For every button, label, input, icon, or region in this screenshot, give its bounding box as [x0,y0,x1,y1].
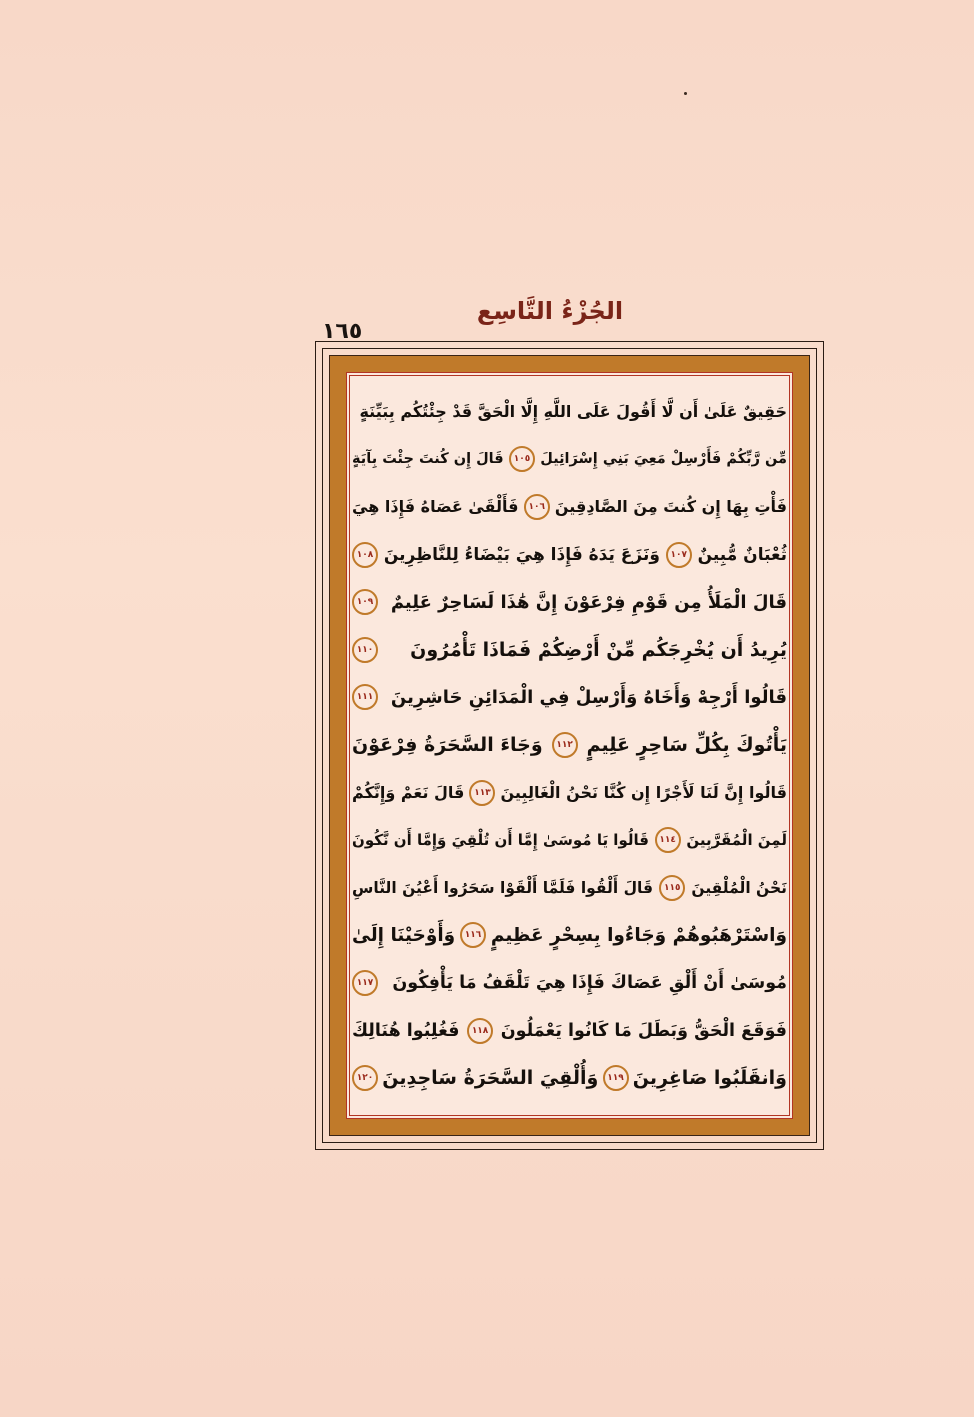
verse-line [352,1007,787,1055]
verse-text: قَالَ الْمَلَأُ مِن قَوْمِ فِرْعَوْنَ إِنَّ هَٰذَا لَسَاحِرٌ عَلِيمٌ [390,591,787,613]
verse-line [352,864,787,912]
ayah-marker-icon: ١٠٥ [509,446,535,472]
verse-text: وَاسْتَرْهَبُوهُمْ وَجَاءُوا بِسِحْرٍ عَظِيمٍ [490,924,787,946]
page-number: ١٦٥ [322,319,363,344]
verse-line [352,531,787,579]
verse-line [352,578,787,626]
verse-text: مِّن رَّبِّكُمْ فَأَرْسِلْ مَعِيَ بَنِي إِسْرَائِيلَ [540,451,787,468]
verse-line [352,436,787,484]
ayah-marker-icon: ١١٢ [552,732,578,758]
verse-text: وَأُلْقِيَ السَّحَرَةُ سَاجِدِينَ [382,1067,599,1090]
juz-title: الجُزْءُ التَّاسِع [476,297,624,325]
verse-text: قَالَ نَعَمْ وَإِنَّكُمْ [352,783,465,803]
verse-text: وَجَاءَ السَّحَرَةُ فِرْعَوْنَ [352,733,543,756]
ayah-marker-icon: ١١٠ [352,637,378,663]
ayah-marker-icon: ١٢٠ [352,1065,378,1091]
verse-text: قَالُوا أَرْجِهْ وَأَخَاهُ وَأَرْسِلْ فِي الْمَدَائِنِ حَاشِرِينَ [390,686,787,708]
verse-text: لَمِنَ الْمُقَرَّبِينَ [686,831,787,850]
ayah-marker-icon: ١١٤ [655,827,681,853]
verse-line [352,959,787,1007]
verse-line [352,388,787,436]
ayah-marker-icon: ١١٣ [469,780,495,806]
verse-text: فَأْتِ بِهَا إِن كُنتَ مِنَ الصَّادِقِينَ [554,497,787,517]
verse-line [352,912,787,960]
verse-line [352,674,787,722]
verse-line [352,1054,787,1102]
verse-text: مُوسَىٰ أَنْ أَلْقِ عَصَاكَ فَإِذَا هِيَ تَلْقَفُ مَا يَأْفِكُونَ [392,972,787,993]
verse-text: يَأْتُوكَ بِكُلِّ سَاحِرٍ عَلِيمٍ [586,733,787,756]
verse-text: يُرِيدُ أَن يُخْرِجَكُم مِّنْ أَرْضِكُمْ فَمَاذَا تَأْمُرُونَ [410,638,787,661]
verse-line [352,483,787,531]
verse-text: قَالُوا يَا مُوسَىٰ إِمَّا أَن تُلْقِيَ وَإِمَّا أَن نَّكُونَ [352,831,649,850]
verse-text: وَنَزَعَ يَدَهُ فَإِذَا هِيَ بَيْضَاءُ لِلنَّاظِرِينَ [383,544,660,565]
ayah-marker-icon: ١١٧ [352,970,378,996]
ayah-marker-icon: ١١١ [352,684,378,710]
paper-speck [684,92,687,95]
verse-text: فَوَقَعَ الْحَقُّ وَبَطَلَ مَا كَانُوا يَعْمَلُونَ [500,1020,787,1041]
ayah-marker-icon: ١١٥ [659,875,685,901]
ayah-marker-icon: ١٠٩ [352,589,378,615]
ayah-marker-icon: ١١٦ [460,922,486,948]
ayah-marker-icon: ١١٨ [467,1018,493,1044]
verse-line [352,721,787,769]
ayah-marker-icon: ١١٩ [603,1065,629,1091]
verse-text: ثُعْبَانٌ مُّبِينٌ [697,544,787,565]
verse-text: قَالَ أَلْقُوا فَلَمَّا أَلْقَوْا سَحَرُوا أَعْيُنَ النَّاسِ [352,878,653,897]
verse-text: قَالُوا إِنَّ لَنَا لَأَجْرًا إِن كُنَّا نَحْنُ الْغَالِبِينَ [500,783,787,803]
verse-text: وَأَوْحَيْنَا إِلَىٰ [352,924,456,946]
verse-text: فَأَلْقَىٰ عَصَاهُ فَإِذَا هِيَ [352,497,519,517]
verse-line [352,816,787,864]
verse-line [352,769,787,817]
verse-text: نَحْنُ الْمُلْقِينَ [691,878,787,897]
ayah-marker-icon: ١٠٧ [666,542,692,568]
verse-lines [352,388,787,1102]
verse-text: حَقِيقٌ عَلَىٰ أَن لَّا أَقُولَ عَلَى اللَّهِ إِلَّا الْحَقَّ قَدْ جِئْتُكُم بِبَيِّنَةٍ [359,402,787,422]
ayah-marker-icon: ١٠٨ [352,542,378,568]
verse-text: وَانقَلَبُوا صَاغِرِينَ [632,1067,787,1090]
verse-line [352,626,787,674]
verse-text: فَغُلِبُوا هُنَالِكَ [352,1020,460,1041]
verse-text: قَالَ إِن كُنتَ جِئْتَ بِآيَةٍ [352,451,504,468]
ayah-marker-icon: ١٠٦ [524,494,550,520]
